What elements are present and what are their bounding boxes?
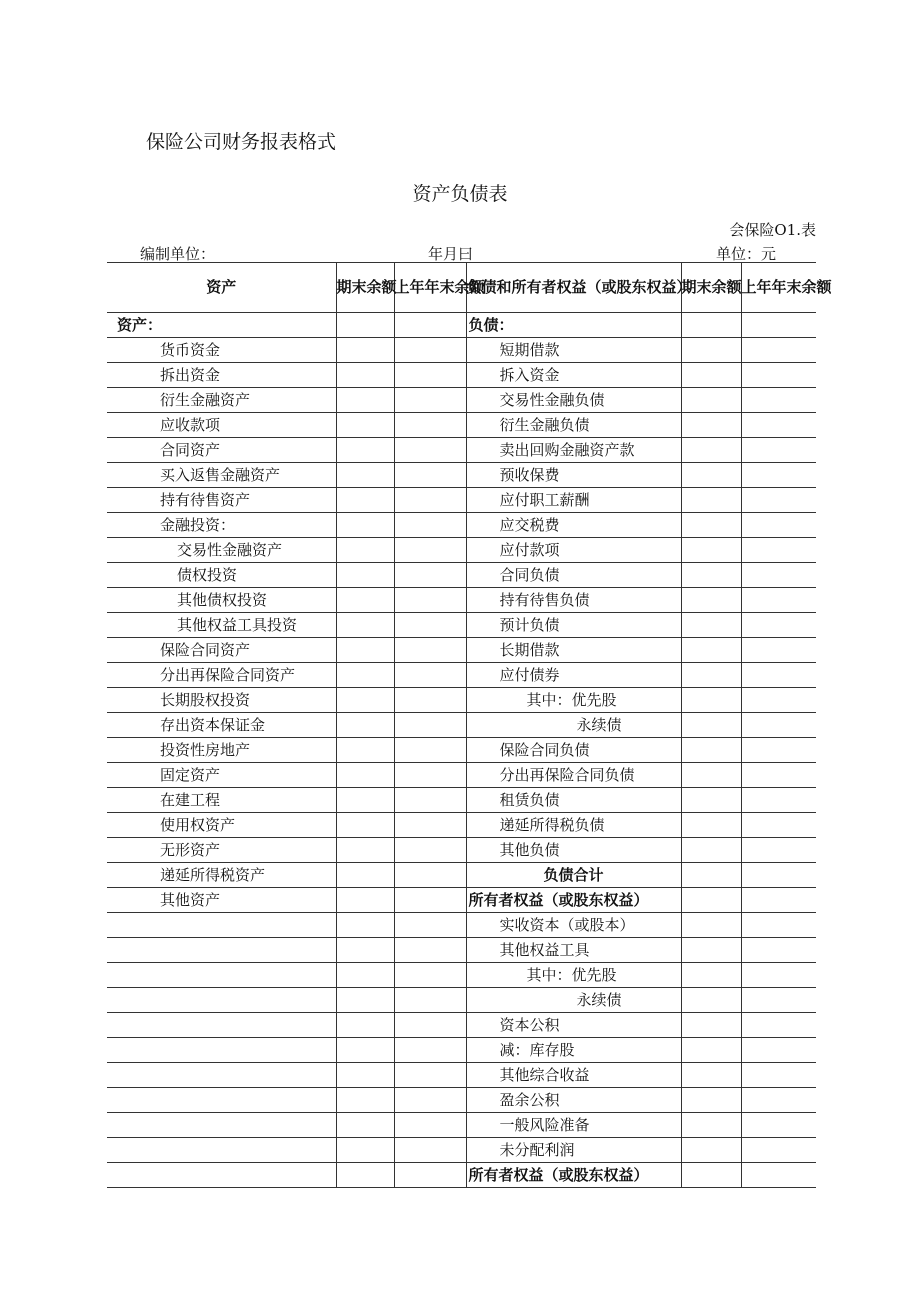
- asset-end-balance-cell: [336, 563, 394, 588]
- liability-equity-item: 租赁负债: [466, 788, 681, 813]
- liability-prior-balance-cell: [741, 313, 816, 338]
- liability-prior-balance-cell: [741, 488, 816, 513]
- liability-prior-balance-cell: [741, 563, 816, 588]
- liability-equity-item: 分出再保险合同负债: [466, 763, 681, 788]
- asset-item: [107, 1138, 336, 1163]
- asset-item: 递延所得税资产: [107, 863, 336, 888]
- liability-end-balance-cell: [681, 788, 741, 813]
- asset-end-balance-cell: [336, 1063, 394, 1088]
- asset-end-balance-cell: [336, 1163, 394, 1188]
- asset-end-balance-cell: [336, 413, 394, 438]
- asset-end-balance-cell: [336, 1088, 394, 1113]
- liability-end-balance-cell: [681, 838, 741, 863]
- asset-prior-balance-cell: [394, 963, 466, 988]
- liability-equity-item: 应付债券: [466, 663, 681, 688]
- liability-end-balance-cell: [681, 763, 741, 788]
- liability-equity-item: 应交税费: [466, 513, 681, 538]
- liability-prior-balance-cell: [741, 613, 816, 638]
- asset-item: 货币资金: [107, 338, 336, 363]
- asset-end-balance-cell: [336, 338, 394, 363]
- liability-prior-balance-cell: [741, 363, 816, 388]
- asset-end-balance-cell: [336, 863, 394, 888]
- asset-prior-balance-cell: [394, 613, 466, 638]
- asset-prior-balance-cell: [394, 363, 466, 388]
- liability-equity-item: 其他综合收益: [466, 1063, 681, 1088]
- liability-prior-balance-cell: [741, 1063, 816, 1088]
- table-row: [107, 488, 816, 513]
- liability-end-balance-cell: [681, 863, 741, 888]
- asset-end-balance-cell: [336, 538, 394, 563]
- asset-end-balance-cell: [336, 888, 394, 913]
- asset-item: 债权投资: [107, 563, 336, 588]
- liability-end-balance-cell: [681, 1113, 741, 1138]
- asset-item: [107, 1113, 336, 1138]
- asset-item: 固定资产: [107, 763, 336, 788]
- asset-end-balance-cell: [336, 388, 394, 413]
- liability-prior-balance-cell: [741, 1163, 816, 1188]
- asset-item: 应收款项: [107, 413, 336, 438]
- liability-prior-balance-cell: [741, 863, 816, 888]
- asset-item: [107, 1038, 336, 1063]
- asset-end-balance-cell: [336, 313, 394, 338]
- liability-end-balance-cell: [681, 613, 741, 638]
- liability-prior-balance-cell: [741, 963, 816, 988]
- asset-end-balance-cell: [336, 1138, 394, 1163]
- table-row: [107, 988, 816, 1013]
- liability-end-balance-cell: [681, 713, 741, 738]
- liability-equity-item: 预收保费: [466, 463, 681, 488]
- table-row: [107, 538, 816, 563]
- asset-end-balance-cell: [336, 363, 394, 388]
- liability-prior-balance-cell: [741, 388, 816, 413]
- asset-end-balance-cell: [336, 1013, 394, 1038]
- liability-equity-item: 所有者权益（或股东权益）: [466, 888, 681, 913]
- header-liabilities-equity: 负债和所有者权益（或股东权益）: [466, 263, 681, 313]
- liability-equity-item: 交易性金融负债: [466, 388, 681, 413]
- preparing-unit-label: 编制单位：: [140, 245, 216, 263]
- liability-end-balance-cell: [681, 1163, 741, 1188]
- liability-end-balance-cell: [681, 363, 741, 388]
- liability-equity-item: 负债合计: [466, 863, 681, 888]
- liability-end-balance-cell: [681, 938, 741, 963]
- liability-prior-balance-cell: [741, 763, 816, 788]
- liability-end-balance-cell: [681, 688, 741, 713]
- asset-end-balance-cell: [336, 663, 394, 688]
- table-row: [107, 763, 816, 788]
- asset-item: 合同资产: [107, 438, 336, 463]
- liability-end-balance-cell: [681, 988, 741, 1013]
- liability-equity-item: 拆入资金: [466, 363, 681, 388]
- asset-prior-balance-cell: [394, 1138, 466, 1163]
- asset-end-balance-cell: [336, 638, 394, 663]
- asset-prior-balance-cell: [394, 738, 466, 763]
- liability-end-balance-cell: [681, 463, 741, 488]
- asset-prior-balance-cell: [394, 663, 466, 688]
- liability-prior-balance-cell: [741, 1138, 816, 1163]
- table-header-row: [107, 263, 816, 313]
- asset-item: 长期股权投资: [107, 688, 336, 713]
- table-row: [107, 338, 816, 363]
- liability-prior-balance-cell: [741, 513, 816, 538]
- asset-end-balance-cell: [336, 988, 394, 1013]
- asset-end-balance-cell: [336, 688, 394, 713]
- asset-prior-balance-cell: [394, 1063, 466, 1088]
- liability-end-balance-cell: [681, 388, 741, 413]
- table-row: [107, 1013, 816, 1038]
- balance-sheet-table: [107, 262, 832, 1188]
- asset-prior-balance-cell: [394, 863, 466, 888]
- table-row: [107, 613, 816, 638]
- asset-end-balance-cell: [336, 463, 394, 488]
- asset-end-balance-cell: [336, 838, 394, 863]
- table-row: [107, 788, 816, 813]
- liability-equity-item: 其中：优先股: [466, 963, 681, 988]
- liability-end-balance-cell: [681, 413, 741, 438]
- liability-end-balance-cell: [681, 963, 741, 988]
- liability-equity-item: 负债：: [466, 313, 681, 338]
- asset-end-balance-cell: [336, 713, 394, 738]
- liability-prior-balance-cell: [741, 938, 816, 963]
- asset-prior-balance-cell: [394, 313, 466, 338]
- asset-end-balance-cell: [336, 1113, 394, 1138]
- liability-equity-item: 一般风险准备: [466, 1113, 681, 1138]
- liability-prior-balance-cell: [741, 1038, 816, 1063]
- asset-prior-balance-cell: [394, 1088, 466, 1113]
- asset-end-balance-cell: [336, 488, 394, 513]
- liability-equity-item: 合同负债: [466, 563, 681, 588]
- table-row: [107, 1138, 816, 1163]
- asset-prior-balance-cell: [394, 838, 466, 863]
- asset-prior-balance-cell: [394, 1038, 466, 1063]
- asset-prior-balance-cell: [394, 438, 466, 463]
- asset-item: 使用权资产: [107, 813, 336, 838]
- table-row: [107, 813, 816, 838]
- liability-prior-balance-cell: [741, 588, 816, 613]
- liability-prior-balance-cell: [741, 338, 816, 363]
- asset-end-balance-cell: [336, 963, 394, 988]
- liability-end-balance-cell: [681, 313, 741, 338]
- liability-equity-item: 其他负债: [466, 838, 681, 863]
- asset-item: 投资性房地产: [107, 738, 336, 763]
- liability-prior-balance-cell: [741, 913, 816, 938]
- asset-prior-balance-cell: [394, 763, 466, 788]
- table-row: [107, 688, 816, 713]
- liability-prior-balance-cell: [741, 438, 816, 463]
- liability-end-balance-cell: [681, 1063, 741, 1088]
- liability-equity-item: 其他权益工具: [466, 938, 681, 963]
- asset-item: 衍生金融资产: [107, 388, 336, 413]
- asset-end-balance-cell: [336, 1038, 394, 1063]
- liability-end-balance-cell: [681, 888, 741, 913]
- asset-end-balance-cell: [336, 813, 394, 838]
- asset-end-balance-cell: [336, 588, 394, 613]
- liability-equity-item: 所有者权益（或股东权益）: [466, 1163, 681, 1188]
- liability-prior-balance-cell: [741, 1013, 816, 1038]
- asset-end-balance-cell: [336, 738, 394, 763]
- liability-prior-balance-cell: [741, 1088, 816, 1113]
- liability-prior-balance-cell: [741, 888, 816, 913]
- table-row: [107, 588, 816, 613]
- asset-prior-balance-cell: [394, 938, 466, 963]
- liability-end-balance-cell: [681, 913, 741, 938]
- asset-item: 存出资本保证金: [107, 713, 336, 738]
- asset-prior-balance-cell: [394, 913, 466, 938]
- asset-end-balance-cell: [336, 788, 394, 813]
- liability-prior-balance-cell: [741, 813, 816, 838]
- liability-equity-item: 其中：优先股: [466, 688, 681, 713]
- asset-item: 金融投资：: [107, 513, 336, 538]
- liability-prior-balance-cell: [741, 463, 816, 488]
- asset-prior-balance-cell: [394, 1013, 466, 1038]
- asset-prior-balance-cell: [394, 513, 466, 538]
- table-row: [107, 1038, 816, 1063]
- asset-end-balance-cell: [336, 438, 394, 463]
- asset-item: [107, 1013, 336, 1038]
- asset-prior-balance-cell: [394, 413, 466, 438]
- liability-equity-item: 资本公积: [466, 1013, 681, 1038]
- liability-end-balance-cell: [681, 563, 741, 588]
- header-asset-prior-balance: 上年年末余额: [394, 263, 466, 313]
- asset-prior-balance-cell: [394, 488, 466, 513]
- liability-prior-balance-cell: [741, 738, 816, 763]
- asset-item: 交易性金融资产: [107, 538, 336, 563]
- table-row: [107, 713, 816, 738]
- asset-prior-balance-cell: [394, 788, 466, 813]
- table-row: [107, 563, 816, 588]
- asset-item: [107, 1163, 336, 1188]
- liability-prior-balance-cell: [741, 413, 816, 438]
- liability-end-balance-cell: [681, 438, 741, 463]
- table-row: [107, 313, 816, 338]
- asset-end-balance-cell: [336, 763, 394, 788]
- asset-prior-balance-cell: [394, 588, 466, 613]
- asset-item: [107, 1063, 336, 1088]
- table-row: [107, 1063, 816, 1088]
- liability-equity-item: 永续债: [466, 713, 681, 738]
- liability-prior-balance-cell: [741, 988, 816, 1013]
- liability-equity-item: 短期借款: [466, 338, 681, 363]
- table-row: [107, 438, 816, 463]
- liability-end-balance-cell: [681, 588, 741, 613]
- form-code: 会保险O1.表: [729, 221, 816, 239]
- header-assets: 资产: [107, 263, 336, 313]
- asset-item: 在建工程: [107, 788, 336, 813]
- liability-equity-item: 减：库存股: [466, 1038, 681, 1063]
- header-liability-prior-balance: 上年年末余额: [741, 263, 816, 313]
- liability-equity-item: 盈余公积: [466, 1088, 681, 1113]
- asset-prior-balance-cell: [394, 888, 466, 913]
- document-heading: 保险公司财务报表格式: [146, 131, 337, 153]
- table-row: [107, 738, 816, 763]
- asset-item: 其他资产: [107, 888, 336, 913]
- asset-end-balance-cell: [336, 613, 394, 638]
- table-row: [107, 638, 816, 663]
- table-row: [107, 463, 816, 488]
- asset-end-balance-cell: [336, 513, 394, 538]
- asset-prior-balance-cell: [394, 338, 466, 363]
- liability-equity-item: 永续债: [466, 988, 681, 1013]
- liability-end-balance-cell: [681, 663, 741, 688]
- table-row: [107, 513, 816, 538]
- liability-equity-item: 预计负债: [466, 613, 681, 638]
- table-row: [107, 1113, 816, 1138]
- asset-item: 其他权益工具投资: [107, 613, 336, 638]
- liability-end-balance-cell: [681, 638, 741, 663]
- header-liability-end-balance: 期末余额: [681, 263, 741, 313]
- liability-end-balance-cell: [681, 1038, 741, 1063]
- table-row: [107, 938, 816, 963]
- liability-end-balance-cell: [681, 1013, 741, 1038]
- liability-prior-balance-cell: [741, 663, 816, 688]
- liability-prior-balance-cell: [741, 638, 816, 663]
- liability-equity-item: 衍生金融负债: [466, 413, 681, 438]
- liability-prior-balance-cell: [741, 838, 816, 863]
- asset-prior-balance-cell: [394, 638, 466, 663]
- liability-prior-balance-cell: [741, 1113, 816, 1138]
- table-row: [107, 663, 816, 688]
- asset-prior-balance-cell: [394, 463, 466, 488]
- liability-equity-item: 卖出回购金融资产款: [466, 438, 681, 463]
- asset-prior-balance-cell: [394, 813, 466, 838]
- table-row: [107, 963, 816, 988]
- liability-end-balance-cell: [681, 1088, 741, 1113]
- liability-end-balance-cell: [681, 488, 741, 513]
- table-row: [107, 838, 816, 863]
- liability-equity-item: 实收资本（或股本）: [466, 913, 681, 938]
- asset-prior-balance-cell: [394, 988, 466, 1013]
- asset-prior-balance-cell: [394, 563, 466, 588]
- table-row: [107, 363, 816, 388]
- asset-item: [107, 988, 336, 1013]
- asset-item: 分出再保险合同资产: [107, 663, 336, 688]
- asset-item: 拆出资金: [107, 363, 336, 388]
- liability-end-balance-cell: [681, 338, 741, 363]
- asset-prior-balance-cell: [394, 1113, 466, 1138]
- asset-item: 保险合同资产: [107, 638, 336, 663]
- asset-item: [107, 938, 336, 963]
- asset-item: 买入返售金融资产: [107, 463, 336, 488]
- table-row: [107, 413, 816, 438]
- asset-item: 资产：: [107, 313, 336, 338]
- liability-end-balance-cell: [681, 813, 741, 838]
- asset-prior-balance-cell: [394, 388, 466, 413]
- liability-equity-item: 递延所得税负债: [466, 813, 681, 838]
- table-row: [107, 863, 816, 888]
- liability-prior-balance-cell: [741, 538, 816, 563]
- report-title: 资产负债表: [412, 183, 508, 205]
- table-row: [107, 1163, 816, 1188]
- liability-equity-item: 保险合同负债: [466, 738, 681, 763]
- liability-equity-item: 应付款项: [466, 538, 681, 563]
- asset-item: 其他债权投资: [107, 588, 336, 613]
- table-row: [107, 1088, 816, 1113]
- asset-prior-balance-cell: [394, 538, 466, 563]
- liability-end-balance-cell: [681, 538, 741, 563]
- liability-prior-balance-cell: [741, 688, 816, 713]
- liability-prior-balance-cell: [741, 713, 816, 738]
- report-date-label: 年月曰: [428, 245, 474, 263]
- asset-end-balance-cell: [336, 913, 394, 938]
- asset-prior-balance-cell: [394, 1163, 466, 1188]
- asset-item: 无形资产: [107, 838, 336, 863]
- liability-equity-item: 持有待售负债: [466, 588, 681, 613]
- asset-item: [107, 1088, 336, 1113]
- asset-item: 持有待售资产: [107, 488, 336, 513]
- asset-end-balance-cell: [336, 938, 394, 963]
- liability-end-balance-cell: [681, 738, 741, 763]
- asset-prior-balance-cell: [394, 713, 466, 738]
- header-asset-end-balance: 期末余额: [336, 263, 394, 313]
- table-row: [107, 388, 816, 413]
- asset-item: [107, 963, 336, 988]
- currency-unit-label: 单位：元: [716, 245, 777, 263]
- liability-equity-item: 应付职工薪酬: [466, 488, 681, 513]
- liability-equity-item: 未分配利润: [466, 1138, 681, 1163]
- liability-end-balance-cell: [681, 1138, 741, 1163]
- table-row: [107, 913, 816, 938]
- liability-prior-balance-cell: [741, 788, 816, 813]
- asset-item: [107, 913, 336, 938]
- liability-end-balance-cell: [681, 513, 741, 538]
- table-row: [107, 888, 816, 913]
- liability-equity-item: 长期借款: [466, 638, 681, 663]
- asset-prior-balance-cell: [394, 688, 466, 713]
